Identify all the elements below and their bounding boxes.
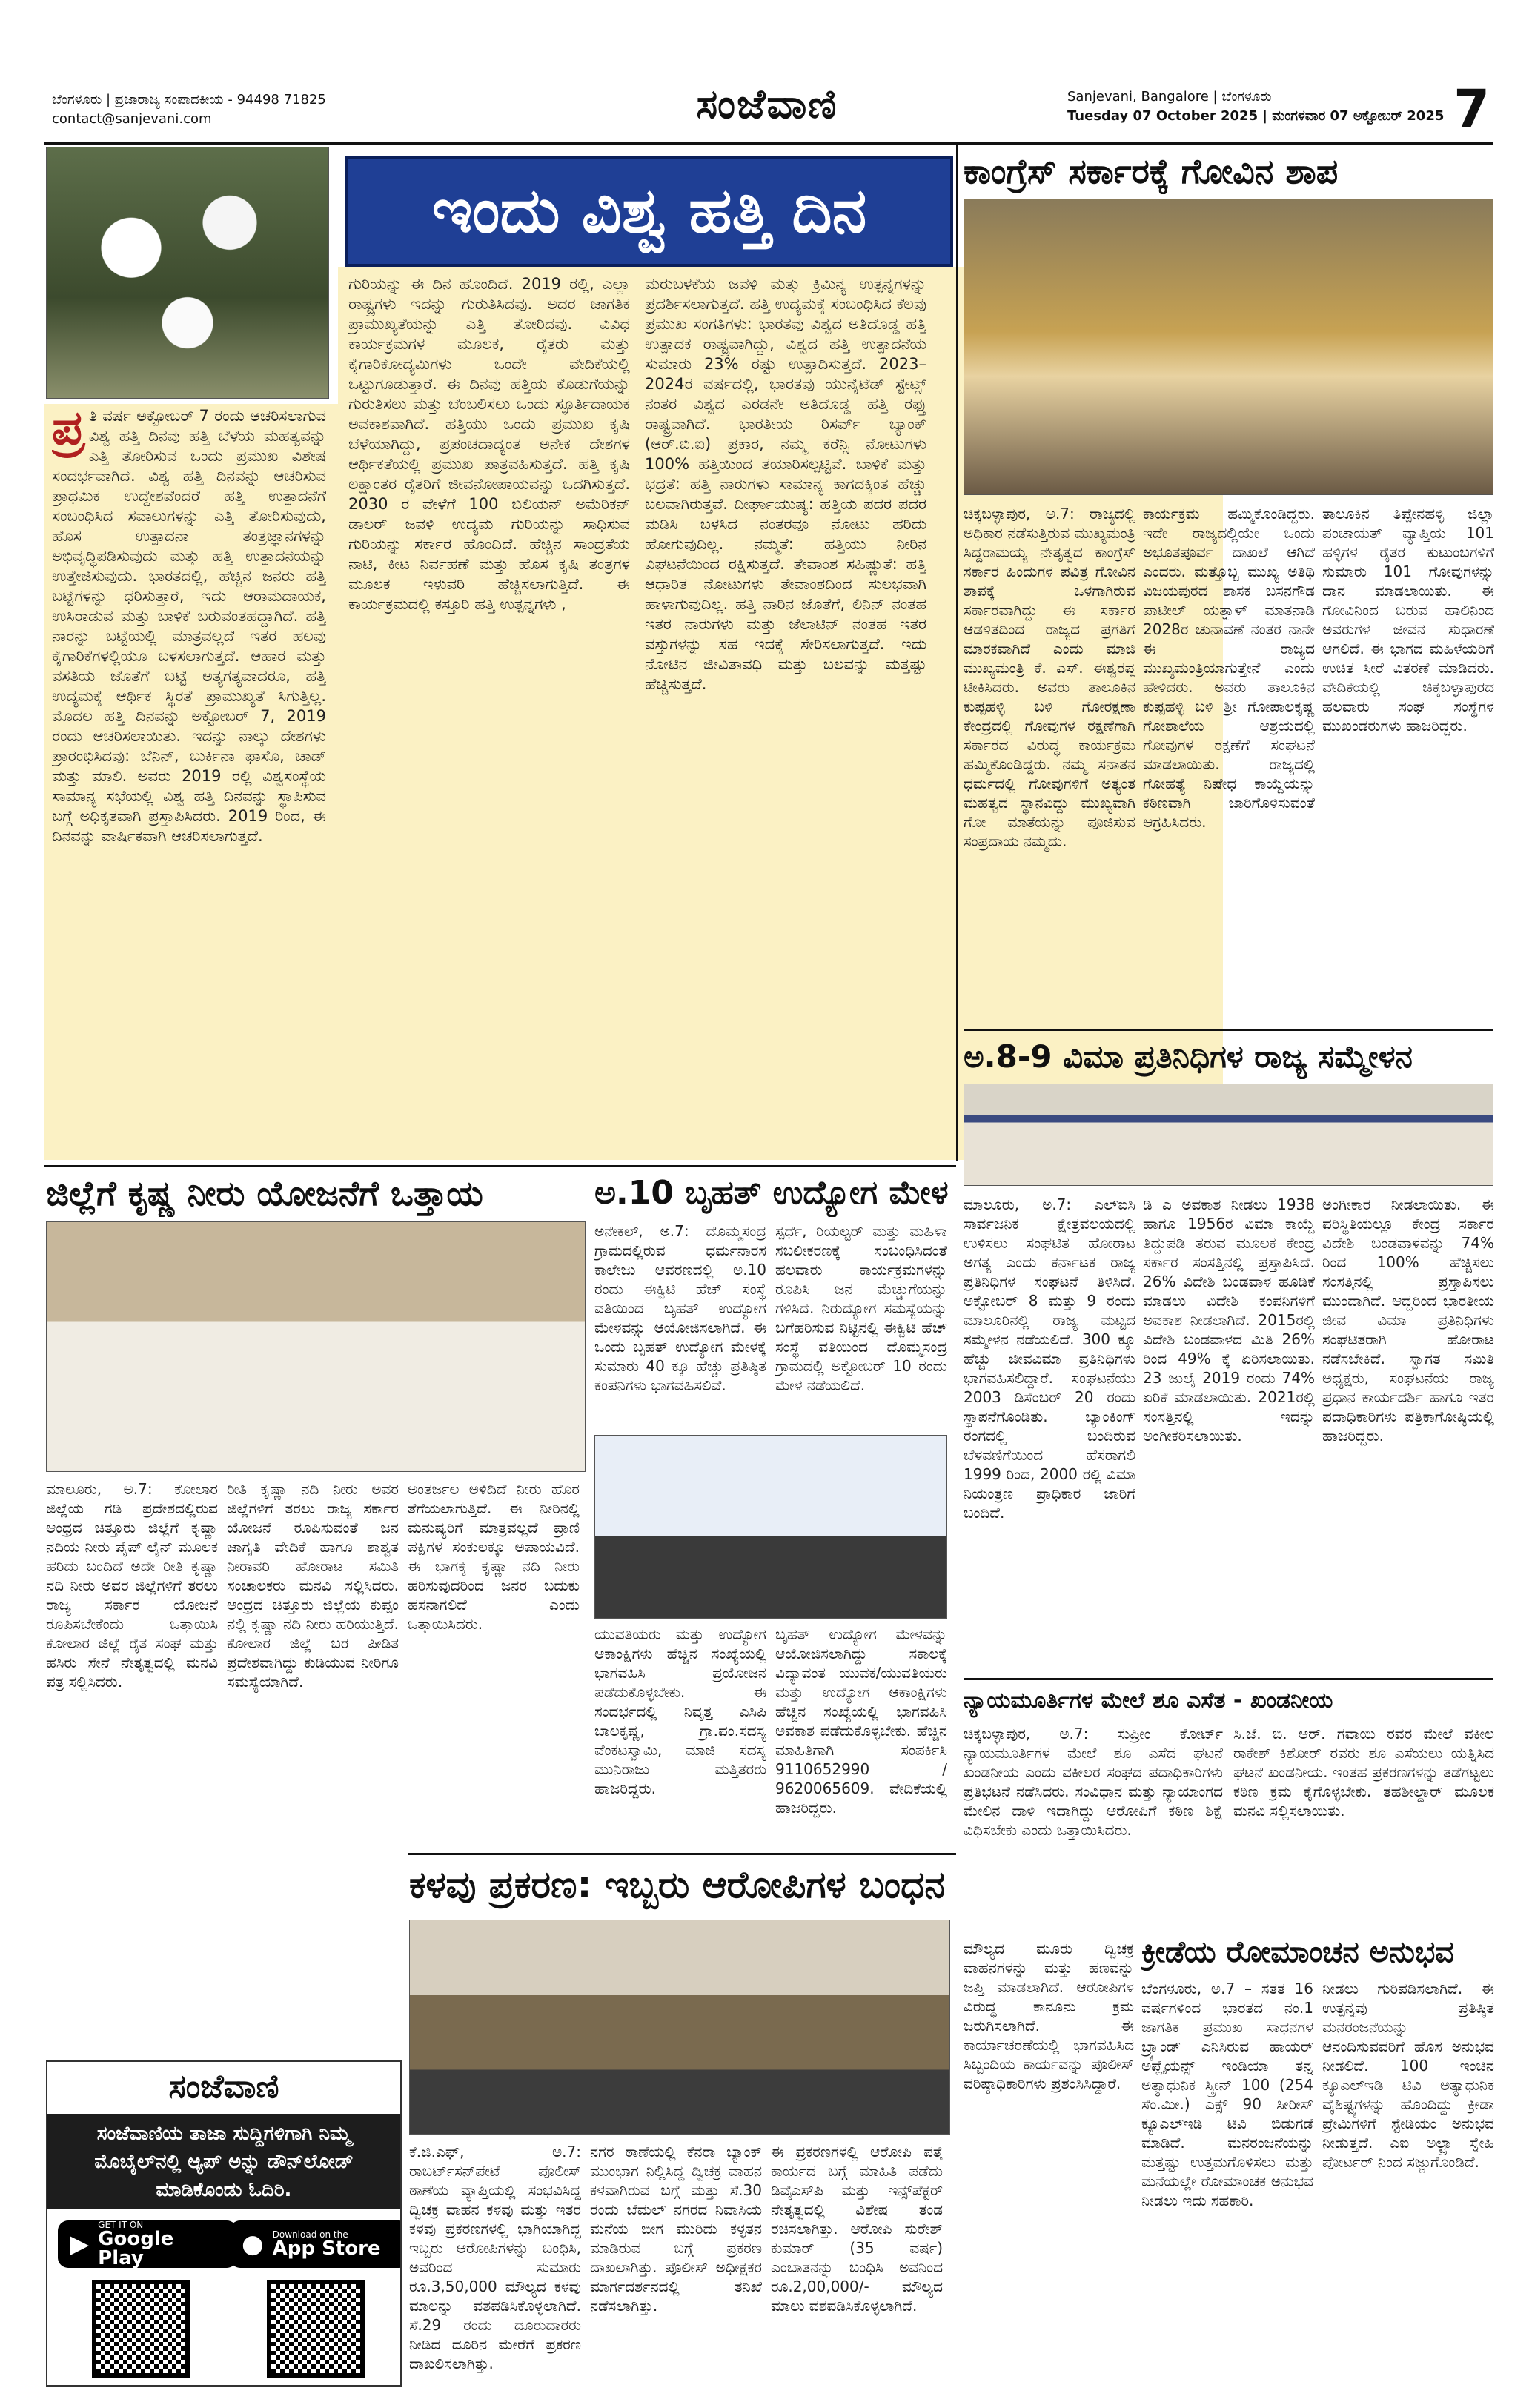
jobfair-text-4: ಬೃಹತ್ ಉದ್ಯೋಗ ಮೇಳವನ್ನು ಆಯೋಜಿಸಲಾಗಿದ್ದು ಸಕಾಲಕ್ಕೆ ವಿದ್ಯಾವಂತ ಯುವಕ/ಯುವತಿಯರು ಮತ್ತು ಉದ್ಯೋಗ ಆಕಾಂಕ್ಷಿಗಳು ಹೆಚ್ಚಿನ ಸಂಖ್ಯೆಯಲ್ಲಿ ಭಾಗವಹಿಸಿ ಅವಕಾಶ ಪಡೆದುಕೊಳ್ಳಬೇಕು. ಹೆಚ್ಚಿನ ಮಾಹಿತಿಗಾಗಿ ಸಂಪರ್ಕಿಸಿ 9110652990 / 9620065609. ವೇದಿಕೆಯಲ್ಲಿ ಹಾಜರಿದ್ದರು. [775,1625,947,1817]
masthead-right [1067,87,1453,139]
lic-text-2: ಡಿ ಎ ಅವಕಾಶ ನೀಡಲು 1938 ಹಾಗೂ 1956ರ ವಿಮಾ ಕಾಯ್ದೆ ತಿದ್ದುಪಡಿ ತರುವ ಮೂಲಕ ಕೇಂದ್ರ ಸರ್ಕಾರ ಸಂಸತ್ತಿನಲ್ಲಿ ಪ್ರಸ್ತಾಪಿಸಿದೆ. 26% ವಿದೇಶಿ ಬಂಡವಾಳ ಹೂಡಿಕೆ ಮಾಡಲು ವಿದೇಶಿ ಕಂಪನಿಗಳಿಗೆ ಅವಕಾಶ ನೀಡಲಾಗಿದೆ. 2015ರಲ್ಲಿ ವಿದೇಶಿ ಬಂಡವಾಳದ ಮಿತಿ 26% ರಿಂದ 49% ಕ್ಕೆ ಏರಿಸಲಾಯಿತು. 23 ಜುಲೈ 2019 ರಂದು 74% ಏರಿಕೆ ಮಾಡಲಾಯಿತು. 2021ರಲ್ಲಿ ಸಂಸತ್ತಿನಲ್ಲಿ ಇದನ್ನು ಅಂಗೀಕರಿಸಲಾಯಿತು. [1143,1195,1315,1445]
congress-column-3 [1322,504,1494,1023]
lic-headline: ಅ.8-9 ವಿಮಾ ಪ್ರತಿನಿಧಿಗಳ ರಾಜ್ಯ ಸಮ್ಮೇಳನ [964,1038,1413,1075]
congress-photo [964,199,1493,495]
google-play-label: Google Play [98,2228,174,2269]
play-store-icon: ▶ [70,2229,90,2259]
column-divider-right [956,145,958,1161]
cotton-text-1: ತಿ ವರ್ಷ ಅಕ್ಟೋಬರ್ 7 ರಂದು ಆಚರಿಸಲಾಗುವ ವಿಶ್ವ ಹತ್ತಿ ದಿನವು ಹತ್ತಿ ಬೆಳೆಯ ಮಹತ್ವವನ್ನು ಎತ್ತಿ ತೋರಿಸುವ ಒಂದು ಪ್ರಮುಖ ವಿಶೇಷ ಸಂದರ್ಭವಾಗಿದೆ. ವಿಶ್ವ ಹತ್ತಿ ದಿನವನ್ನು ಆಚರಿಸುವ ಪ್ರಾಥಮಿಕ ಉದ್ದೇಶವೆಂದರೆ ಹತ್ತಿ ಉತ್ಪಾದನೆಗೆ ಸಂಬಂಧಿಸಿದ ಸವಾಲುಗಳನ್ನು ಎತ್ತಿ ತೋರಿಸುವುದು, ಹೊಸ ಉತ್ಪಾದನಾ ತಂತ್ರಜ್ಞಾನಗಳನ್ನು ಅಭಿವೃದ್ಧಿಪಡಿಸುವುದು ಮತ್ತು ಹತ್ತಿ ಉತ್ಪಾದನೆಯನ್ನು ಉತ್ತೇಜಿಸುವುದು. ಭಾರತದಲ್ಲಿ, ಹೆಚ್ಚಿನ ಜನರು ಹತ್ತಿ ಬಟ್ಟೆಗಳನ್ನು ಧರಿಸುತ್ತಾರೆ, ಇದು ಆರಾಮದಾಯಕ, ಉಸಿರಾಡುವ ಮತ್ತು ಬಾಳಿಕೆ ಬರುವಂತಹದ್ದಾಗಿದೆ. ಹತ್ತಿ ನಾರನ್ನು ಬಟ್ಟೆಯಲ್ಲಿ ಮಾತ್ರವಲ್ಲದೆ ಇತರ ಹಲವು ಕೈಗಾರಿಕೆಗಳಲ್ಲಿಯೂ ಬಳಸಲಾಗುತ್ತದೆ. ಆಹಾರ ಮತ್ತು ವಸತಿಯ ಜೊತೆಗೆ ಬಟ್ಟೆ ಅತ್ಯಗತ್ಯವಾದರೂ, ಹತ್ತಿ ಉದ್ಯಮಕ್ಕೆ ಆರ್ಥಿಕ ಸ್ಥಿರತೆ ಪ್ರಾಮುಖ್ಯತೆ ಸಿಗುತ್ತಿಲ್ಲ. ಮೊದಲ ಹತ್ತಿ ದಿನವನ್ನು ಅಕ್ಟೋಬರ್ 7, 2019 ರಂದು ಆಚರಿಸಲಾಯಿತು. ಇದನ್ನು ನಾಲ್ಕು ದೇಶಗಳು ಪ್ರಾರಂಭಿಸಿದವು: ಬೆನಿನ್, ಬುರ್ಕಿನಾ ಫಾಸೊ, ಚಾಡ್ ಮತ್ತು ಮಾಲಿ. ಅವರು 2019 ರಲ್ಲಿ ವಿಶ್ವಸಂಸ್ಥೆಯ ಸಾಮಾನ್ಯ ಸಭೆಯಲ್ಲಿ ವಿಶ್ವ ಹತ್ತಿ ದಿನವನ್ನು ಸ್ಥಾಪಿಸುವ ಬಗ್ಗೆ ಅಧಿಕೃತವಾಗಿ ಪ್ರಸ್ತಾಪಿಸಿದರು. 2019 ರಿಂದ, ಈ ದಿನವನ್ನು ವಾರ್ಷಿಕವಾಗಿ ಆಚರಿಸಲಾಗುತ್ತದೆ. [52,407,326,845]
jobfair-column-3 [594,1625,766,1847]
page-number: 7 [1453,83,1490,139]
krishna-text-1: ಮಾಲೂರು, ಅ.7: ಕೋಲಾರ ಜಿಲ್ಲೆಯ ಗಡಿ ಪ್ರದೇಶದಲ್ಲಿರುವ ಆಂಧ್ರದ ಚಿತ್ತೂರು ಜಿಲ್ಲೆಗೆ ಕೃಷ್ಣಾ ನದಿಯ ನೀರು ಪೈಪ್ ಲೈನ್ ಮೂಲಕ ಹರಿದು ಬಂದಿದೆ ಅದೇ ರೀತಿ ಕೃಷ್ಣಾ ನದಿ ನೀರು ಅವರ ಜಿಲ್ಲೆಗಳಿಗೆ ತರಲು ರಾಜ್ಯ ಸರ್ಕಾರ ಯೋಜನೆ ರೂಪಿಸಬೇಕೆಂದು ಒತ್ತಾಯಿಸಿ ಕೋಲಾರ ಜಿಲ್ಲೆ ರೈತ ಸಂಘ ಮತ್ತು ಹಸಿರು ಸೇನೆ ನೇತೃತ್ವದಲ್ಲಿ ಮನವಿ ಪತ್ರ ಸಲ್ಲಿಸಿದರು. [46,1480,218,1691]
judge-headline: ನ್ಯಾಯಮೂರ್ತಿಗಳ ಮೇಲೆ ಶೂ ಎಸೆತ - ಖಂಡನೀಯ [964,1688,1333,1714]
lic-rule [964,1029,1493,1031]
judge-rule [964,1678,1493,1680]
apple-icon: ● [242,2229,264,2259]
krishna-column-1 [46,1479,218,2057]
congress-headline: ಕಾಂಗ್ರೆಸ್ ಸರ್ಕಾರಕ್ಕೆ ಗೋವಿನ ಶಾಪ [964,151,1339,191]
theft-column-2 [590,2142,762,2379]
theft-column-1 [409,2142,581,2379]
congress-text-1: ಚಿಕ್ಕಬಳ್ಳಾಪುರ, ಅ.7: ರಾಜ್ಯದಲ್ಲಿ ಅಧಿಕಾರ ನಡೆಸುತ್ತಿರುವ ಮುಖ್ಯಮಂತ್ರಿ ಸಿದ್ದರಾಮಯ್ಯ ನೇತೃತ್ವದ ಕಾಂಗ್ರೆಸ್ ಸರ್ಕಾರ ಹಿಂದುಗಳ ಪವಿತ್ರ ಗೋವಿನ ಶಾಪಕ್ಕೆ ಒಳಗಾಗಿರುವ ಸರ್ಕಾರವಾಗಿದ್ದು ಈ ಸರ್ಕಾರ ಆಡಳಿತದಿಂದ ರಾಜ್ಯದ ಪ್ರಗತಿಗೆ ಮಾರಕವಾಗಿದೆ ಎಂದು ಮಾಜಿ ಮುಖ್ಯಮಂತ್ರಿ ಕೆ. ಎಸ್. ಈಶ್ವರಪ್ಪ ಟೀಕಿಸಿದರು. ಅವರು ತಾಲೂಕಿನ ಕುಪ್ಪಹಳ್ಳಿ ಬಳಿ ಗೋರಕ್ಷಣಾ ಕೇಂದ್ರದಲ್ಲಿ ಗೋವುಗಳ ರಕ್ಷಣೆಗಾಗಿ ಸರ್ಕಾರದ ವಿರುದ್ಧ ಕಾರ್ಯಕ್ರಮ ಹಮ್ಮಿಕೊಂಡಿದ್ದರು. ನಮ್ಮ ಸನಾತನ ಧರ್ಮದಲ್ಲಿ ಗೋವುಗಳಿಗೆ ಅತ್ಯಂತ ಮಹತ್ವದ ಸ್ಥಾನವಿದ್ದು ಮುಖ್ಯವಾಗಿ ಗೋ ಮಾತೆಯನ್ನು ಪೂಜಿಸುವ ಸಂಪ್ರದಾಯ ನಮ್ಮದು. [964,505,1135,850]
theft-text-4: ಮೌಲ್ಯದ ಮೂರು ದ್ವಿಚಕ್ರ ವಾಹನಗಳನ್ನು ಮತ್ತು ಹಣವನ್ನು ಜಪ್ತಿ ಮಾಡಲಾಗಿದೆ. ಆರೋಪಿಗಳ ವಿರುದ್ಧ ಕಾನೂನು ಕ್ರಮ ಜರುಗಿಸಲಾಗಿದೆ. ಈ ಕಾರ್ಯಾಚರಣೆಯಲ್ಲಿ ಭಾಗವಹಿಸಿದ ಸಿಬ್ಬಂದಿಯ ಕಾರ್ಯವನ್ನು ಪೊಲೀಸ್ ವರಿಷ್ಠಾಧಿಕಾರಿಗಳು ಪ್ರಶಂಸಿಸಿದ್ದಾರೆ. [964,1940,1134,2092]
theft-column-3 [771,2142,943,2379]
google-play-small: GET IT ON [98,2220,144,2230]
lic-text-1: ಮಾಲೂರು, ಅ.7: ಎಲ್‌ಐಸಿ ಸಾರ್ವಜನಿಕ ಕ್ಷೇತ್ರವಲಯದಲ್ಲಿ ಉಳಿಸಲು ಸಂಘಟಿತ ಹೋರಾಟ ಅಗತ್ಯ ಎಂದು ಕರ್ನಾಟಕ ರಾಜ್ಯ ಪ್ರತಿನಿಧಿಗಳ ಸಂಘಟನೆ ತಿಳಿಸಿದೆ. ಅಕ್ಟೋಬರ್ 8 ಮತ್ತು 9 ರಂದು ಮಾಲೂರಿನಲ್ಲಿ ರಾಜ್ಯ ಮಟ್ಟದ ಸಮ್ಮೇಳನ ನಡೆಯಲಿದೆ. 300 ಕ್ಕೂ ಹೆಚ್ಚು ಜೀವವಿಮಾ ಪ್ರತಿನಿಧಿಗಳು ಭಾಗವಹಿಸಲಿದ್ದಾರೆ. ಸಂಘಟನೆಯು 2003 ಡಿಸೆಂಬರ್ 20 ರಂದು ಸ್ಥಾಪನೆಗೊಂಡಿತು. ಬ್ಯಾಂಕಿಂಗ್ ರಂಗದಲ್ಲಿ ಬಂದಿರುವ ಬೆಳವಣಿಗೆಯಿಂದ ಹೆಸರಾಗಲಿ 1999 ರಿಂದ, 2000 ರಲ್ಲಿ ವಿಮಾ ನಿಯಂತ್ರಣ ಪ್ರಾಧಿಕಾರ ಜಾರಿಗೆ ಬಂದಿದೆ. [964,1195,1135,1522]
masthead-logo: ಸಂಜೆವಾಣಿ [696,80,838,127]
masthead-city: ಬೆಂಗಳೂರು [52,92,102,107]
krishna-text-2: ರೀತಿ ಕೃಷ್ಣಾ ನದಿ ನೀರು ಅವರ ಜಿಲ್ಲೆಗಳಿಗೆ ತರಲು ರಾಜ್ಯ ಸರ್ಕಾರ ಯೋಜನೆ ರೂಪಿಸುವಂತೆ ಜನ ಜಾಗೃತಿ ವೇದಿಕೆ ಹಾಗೂ ಶಾಶ್ವತ ನೀರಾವರಿ ಹೋರಾಟ ಸಮಿತಿ ಸಂಚಾಲಕರು ಮನವಿ ಸಲ್ಲಿಸಿದರು. ಆಂಧ್ರದ ಚಿತ್ತೂರು ಜಿಲ್ಲೆಯ ಕುಪ್ಪಂ ನಲ್ಲಿ ಕೃಷ್ಣಾ ನದಿ ನೀರು ಹರಿಯುತ್ತಿದೆ. ಕೋಲಾರ ಜಿಲ್ಲೆ ಬರ ಪೀಡಿತ ಪ್ರದೇಶವಾಗಿದ್ದು ಕುಡಿಯುವ ನೀರಿಗೂ ಸಮಸ್ಯೆಯಾಗಿದೆ. [227,1480,399,1691]
jobfair-column-4 [775,1625,947,1847]
jobfair-headline: ಅ.10 ಬೃಹತ್ ಉದ್ಯೋಗ ಮೇಳ [594,1174,949,1212]
app-ad-logo: ಸಂಜೆವಾಣಿ [168,2068,279,2106]
theft-photo [409,1920,950,2135]
krishna-text-3: ಅಂತರ್ಜಲ ಅಳಿದಿದೆ ನೀರು ಹೊರ ತೆಗೆಯಲಾಗುತ್ತಿದೆ. ಈ ನೀರಿನಲ್ಲಿ ಮನುಷ್ಯರಿಗೆ ಮಾತ್ರವಲ್ಲದೆ ಪ್ರಾಣಿ ಪಕ್ಷಿಗಳ ಸಂಕುಲಕ್ಕೂ ಅಪಾಯವಿದೆ. ಈ ಭಾಗಕ್ಕೆ ಕೃಷ್ಣಾ ನದಿ ನೀರು ಹರಿಸುವುದರಿಂದ ಜನರ ಬದುಕು ಹಸನಾಗಲಿದೆ ಎಂದು ಒತ್ತಾಯಿಸಿದರು. [408,1480,580,1633]
jobfair-photo [594,1435,947,1619]
lic-text-3: ಅಂಗೀಕಾರ ನೀಡಲಾಯಿತು. ಈ ಪರಿಸ್ಥಿತಿಯಲ್ಲೂ ಕೇಂದ್ರ ಸರ್ಕಾರ ವಿದೇಶಿ ಬಂಡವಾಳವನ್ನು 74% ರಿಂದ 100% ಹೆಚ್ಚಿಸಲು ಸಂಸತ್ತಿನಲ್ಲಿ ಪ್ರಸ್ತಾಪಿಸಲು ಮುಂದಾಗಿದೆ. ಆದ್ದರಿಂದ ಭಾರತೀಯ ಜೀವ ವಿಮಾ ಪ್ರತಿನಿಧಿಗಳು ಸಂಘಟಿತರಾಗಿ ಹೋರಾಟ ನಡೆಸಬೇಕಿದೆ. ಸ್ವಾಗತ ಸಮಿತಿ ಅಧ್ಯಕ್ಷರು, ಸಂಘಟನೆಯ ರಾಜ್ಯ ಪ್ರಧಾನ ಕಾರ್ಯದರ್ಶಿ ಹಾಗೂ ಇತರ ಪದಾಧಿಕಾರಿಗಳು ಪತ್ರಿಕಾಗೋಷ್ಠಿಯಲ್ಲಿ ಹಾಜರಿದ್ದರು. [1322,1195,1494,1445]
theft-column-4 [964,1939,1134,2379]
masthead-date: Tuesday 07 October 2025 | ಮಂಗಳವಾರ 07 ಅಕ್ಟೋಬರ್ 2025 [1067,108,1445,124]
sports-text-2: ನೀಡಲು ಗುರಿಪಡಿಸಲಾಗಿದೆ. ಈ ಉತ್ಪನ್ನವು ಪ್ರತಿಷ್ಠಿತ ಮನರಂಜನೆಯನ್ನು ಆನಂದಿಸುವವರಿಗೆ ಹೊಸ ಅನುಭವ ನೀಡಲಿದೆ. 100 ಇಂಚಿನ ಕ್ಯೂಎಲ್‌ಇಡಿ ಟಿವಿ ಅತ್ಯಾಧುನಿಕ ವೈಶಿಷ್ಟ್ಯಗಳನ್ನು ಹೊಂದಿದ್ದು ಕ್ರೀಡಾ ಪ್ರೇಮಿಗಳಿಗೆ ಸ್ಟೇಡಿಯಂ ಅನುಭವ ನೀಡುತ್ತದೆ. ಎಐ ಅಲ್ಟ್ರಾ ಸ್ನೇಹಿ ಪೋರ್ಟರ್ ನಿಂದ ಸಜ್ಜುಗೊಂಡಿದೆ. [1322,1980,1494,2171]
masthead-edition: Sanjevani, Bangalore | ಬೆಂಗಳೂರು [1067,89,1272,105]
masthead-tagline: ಪ್ರಜಾರಾಜ್ಯ ಸಂಪಾದಕೀಯ - 94498 71825 [114,92,326,107]
google-play-button[interactable] [58,2220,237,2268]
judge-text-2: ಸಿ.ಜೆ. ಬಿ. ಆರ್. ಗವಾಯಿ ರವರ ಮೇಲೆ ವಕೀಲ ರಾಕೇಶ್ ಕಿಶೋರ್ ರವರು ಶೂ ಎಸೆಯಲು ಯತ್ನಿಸಿದ ಘಟನೆ ಖಂಡನೀಯ. ಇಂತಹ ಪ್ರಕರಣಗಳನ್ನು ತಡೆಗಟ್ಟಲು ಕಠಿಣ ಕ್ರಮ ಕೈಗೊಳ್ಳಬೇಕು. ತಹಶೀಲ್ದಾರ್ ಮೂಲಕ ಮನವಿ ಸಲ್ಲಿಸಲಾಯಿತು. [1233,1725,1494,1820]
judge-column-1 [964,1724,1223,1924]
cotton-headline: ಇಂದು ವಿಶ್ವ ಹತ್ತಿ ದಿನ [345,156,953,267]
masthead-left: ಬೆಂಗಳೂರು | ಪ್ರಜಾರಾಜ್ಯ ಸಂಪಾದಕೀಯ - 94498 71825 contact@sanjevani.com [52,90,437,135]
judge-text-1: ಚಿಕ್ಕಬಳ್ಳಾಪುರ, ಅ.7: ಸುಪ್ರೀಂ ಕೋರ್ಟ್ ನ್ಯಾಯಮೂರ್ತಿಗಳ ಮೇಲೆ ಶೂ ಎಸೆದ ಘಟನೆ ಖಂಡನೀಯ ಎಂದು ವಕೀಲರ ಸಂಘದ ಪದಾಧಿಕಾರಿಗಳು ಪ್ರತಿಭಟನೆ ನಡೆಸಿದರು. ಸಂವಿಧಾನ ಮತ್ತು ನ್ಯಾಯಾಂಗದ ಮೇಲಿನ ದಾಳಿ ಇದಾಗಿದ್ದು ಆರೋಪಿಗೆ ಕಠಿಣ ಶಿಕ್ಷೆ ವಿಧಿಸಬೇಕು ಎಂದು ಒತ್ತಾಯಿಸಿದರು. [964,1725,1223,1839]
lic-photo [964,1084,1493,1186]
jobfair-column-2 [775,1221,947,1429]
google-play-qr-code[interactable] [92,2280,190,2378]
theft-rule [408,1853,956,1855]
app-ad-text: ಸಂಜೆವಾಣಿಯ ತಾಜಾ ಸುದ್ದಿಗಳಿಗಾಗಿ ನಿಮ್ಮ ಮೊಬೈಲ್‌ನಲ್ಲಿ ಆ್ಯಪ್ ಅನ್ನು ಡೌನ್‌ಲೋಡ್ ಮಾಡಿಕೊಂಡು ಓದಿರಿ. [47,2114,400,2209]
app-ad [46,2060,402,2387]
krishna-photo [46,1221,586,1472]
congress-text-2: ಕಾರ್ಯಕ್ರಮ ಹಮ್ಮಿಕೊಂಡಿದ್ದರು. ಇದೇ ರಾಜ್ಯದಲ್ಲಿಯೇ ಒಂದು ಅಭೂತಪೂರ್ವ ದಾಖಲೆ ಆಗಿದೆ ಎಂದರು. ಮತ್ತೊಬ್ಬ ಮುಖ್ಯ ಅತಿಥಿ ವಿಜಯಪುರದ ಶಾಸಕ ಬಸನಗೌಡ ಪಾಟೀಲ್ ಯತ್ನಾಳ್ ಮಾತನಾಡಿ 2028ರ ಚುನಾವಣೆ ನಂತರ ನಾನೇ ಈ ರಾಜ್ಯದ ಮುಖ್ಯಮಂತ್ರಿಯಾಗುತ್ತೇನೆ ಎಂದು ಹೇಳಿದರು. ಅವರು ತಾಲೂಕಿನ ಕುಪ್ಪಹಳ್ಳಿ ಬಳಿ ಶ್ರೀ ಗೋಪಾಲಕೃಷ್ಣ ಗೋಶಾಲೆಯ ಆಶ್ರಯದಲ್ಲಿ ಗೋವುಗಳ ರಕ್ಷಣೆಗೆ ಸಂಘಟನೆ ಮಾಡಲಾಯಿತು. ರಾಜ್ಯದಲ್ಲಿ ಗೋಹತ್ಯೆ ನಿಷೇಧ ಕಾಯ್ದೆಯನ್ನು ಕಠಿಣವಾಗಿ ಜಾರಿಗೊಳಿಸುವಂತೆ ಆಗ್ರಹಿಸಿದರು. [1143,505,1315,831]
theft-headline: ಕಳವು ಪ್ರಕರಣ: ಇಬ್ಬರು ಆರೋಪಿಗಳ ಬಂಧನ [409,1863,946,1906]
theft-text-3: ಈ ಪ್ರಕರಣಗಳಲ್ಲಿ ಆರೋಪಿ ಪತ್ತೆ ಕಾರ್ಯದ ಬಗ್ಗೆ ಮಾಹಿತಿ ಪಡೆದು ಡಿವೈಎಸ್‌ಪಿ ಮತ್ತು ಇನ್ಸ್‌ಪೆಕ್ಟರ್ ನೇತೃತ್ವದಲ್ಲಿ ವಿಶೇಷ ತಂಡ ರಚಿಸಲಾಗಿತ್ತು. ಆರೋಪಿ ಸುರೇಶ್ ಕುಮಾರ್ (35 ವರ್ಷ) ಎಂಬಾತನನ್ನು ಬಂಧಿಸಿ ಅವನಿಂದ ರೂ.2,00,000/- ಮೌಲ್ಯದ ಮಾಲು ವಶಪಡಿಸಿಕೊಳ್ಳಲಾಗಿದೆ. [771,2143,943,2315]
app-store-small: Download on the [272,2229,348,2240]
theft-text-1: ಕೆ.ಜಿ.ಎಫ್, ಅ.7: ರಾಬರ್ಟ್‌ಸನ್‌ಪೇಟೆ ಪೊಲೀಸ್ ಠಾಣೆಯ ವ್ಯಾಪ್ತಿಯಲ್ಲಿ ಸಂಭವಿಸಿದ್ದ ದ್ವಿಚಕ್ರ ವಾಹನ ಕಳವು ಮತ್ತು ಇತರ ಕಳವು ಪ್ರಕರಣಗಳಲ್ಲಿ ಭಾಗಿಯಾಗಿದ್ದ ಇಬ್ಬರು ಆರೋಪಿಗಳನ್ನು ಬಂಧಿಸಿ, ಅವರಿಂದ ಸುಮಾರು ರೂ.3,50,000 ಮೌಲ್ಯದ ಕಳವು ಮಾಲನ್ನು ವಶಪಡಿಸಿಕೊಳ್ಳಲಾಗಿದೆ. ಸೆ.29 ರಂದು ದೂರುದಾರರು ನೀಡಿದ ದೂರಿನ ಮೇರೆಗೆ ಪ್ರಕರಣ ದಾಖಲಿಸಲಾಗಿತ್ತು. [409,2143,581,2372]
cotton-column-3 [645,274,926,1156]
jobfair-text-3: ಯುವತಿಯರು ಮತ್ತು ಉದ್ಯೋಗ ಆಕಾಂಕ್ಷಿಗಳು ಹೆಚ್ಚಿನ ಸಂಖ್ಯೆಯಲ್ಲಿ ಭಾಗವಹಿಸಿ ಪ್ರಯೋಜನ ಪಡೆದುಕೊಳ್ಳಬೇಕು. ಈ ಸಂದರ್ಭದಲ್ಲಿ ನಿವೃತ್ತ ಎಸಿಪಿ ಬಾಲಕೃಷ್ಣ, ಗ್ರಾ.ಪಂ.ಸದಸ್ಯ ವೆಂಕಟಸ್ವಾಮಿ, ಮಾಜಿ ಸದಸ್ಯ ಮುನಿರಾಜು ಮತ್ತಿತರರು ಹಾಜರಿದ್ದರು. [594,1625,766,1797]
sports-column-1 [1141,1979,1313,2379]
cotton-column-2 [348,274,630,1156]
masthead-email[interactable]: contact@sanjevani.com [52,111,212,127]
krishna-column-3 [408,1479,580,1850]
cotton-text-2: ಗುರಿಯನ್ನು ಈ ದಿನ ಹೊಂದಿದೆ. 2019 ರಲ್ಲಿ, ಎಲ್ಲಾ ರಾಷ್ಟ್ರಗಳು ಇದನ್ನು ಗುರುತಿಸಿದವು. ಅದರ ಜಾಗತಿಕ ಪ್ರಾಮುಖ್ಯತೆಯನ್ನು ಎತ್ತಿ ತೋರಿದವು. ವಿವಿಧ ಕಾರ್ಯಕ್ರಮಗಳ ಮೂಲಕ, ರೈತರು ಮತ್ತು ಕೈಗಾರಿಕೋದ್ಯಮಿಗಳು ಒಂದೇ ವೇದಿಕೆಯಲ್ಲಿ ಒಟ್ಟುಗೂಡುತ್ತಾರೆ. ಈ ದಿನವು ಹತ್ತಿಯ ಕೊಡುಗೆಯನ್ನು ಗುರುತಿಸಲು ಮತ್ತು ಬೆಂಬಲಿಸಲು ಒಂದು ಸ್ಫೂರ್ತಿದಾಯಕ ಅವಕಾಶವಾಗಿದೆ. ಹತ್ತಿಯು ಒಂದು ಪ್ರಮುಖ ಕೃಷಿ ಬೆಳೆಯಾಗಿದ್ದು, ಪ್ರಪಂಚದಾದ್ಯಂತ ಅನೇಕ ದೇಶಗಳ ಆರ್ಥಿಕತೆಯಲ್ಲಿ ಪ್ರಮುಖ ಪಾತ್ರವಹಿಸುತ್ತದೆ. ಹತ್ತಿ ಕೃಷಿ ಲಕ್ಷಾಂತರ ರೈತರಿಗೆ ಜೀವನೋಪಾಯವನ್ನು ಒದಗಿಸುತ್ತದೆ. 2030 ರ ವೇಳೆಗೆ 100 ಬಿಲಿಯನ್ ಅಮೆರಿಕನ್ ಡಾಲರ್ ಜವಳಿ ಉದ್ಯಮ ಗುರಿಯನ್ನು ಸಾಧಿಸುವ ಗುರಿಯನ್ನು ಸರ್ಕಾರ ಹೊಂದಿದೆ. ಹೆಚ್ಚಿನ ಸಾಂದ್ರತೆಯ ನಾಟಿ, ಕೀಟ ನಿರ್ವಹಣೆ ಮತ್ತು ಹೊಸ ಕೃಷಿ ತಂತ್ರಗಳ ಮೂಲಕ ಇಳುವರಿ ಹೆಚ್ಚಿಸಲಾಗುತ್ತಿದೆ. ಈ ಕಾರ್ಯಕ್ರಮದಲ್ಲಿ ಕಸ್ತೂರಿ ಹತ್ತಿ ಉತ್ಪನ್ನಗಳು , [348,275,630,613]
masthead-rule [44,142,1493,145]
cotton-text-3: ಮರುಬಳಕೆಯ ಜವಳಿ ಮತ್ತು ಕ್ರಿಮಿನ್ಯ ಉತ್ಪನ್ನಗಳನ್ನು ಪ್ರದರ್ಶಿಸಲಾಗುತ್ತದೆ. ಹತ್ತಿ ಉದ್ಯಮಕ್ಕೆ ಸಂಬಂಧಿಸಿದ ಕೆಲವು ಪ್ರಮುಖ ಸಂಗತಿಗಳು: ಭಾರತವು ವಿಶ್ವದ ಅತಿದೊಡ್ಡ ಹತ್ತಿ ಉತ್ಪಾದಕ ರಾಷ್ಟ್ರವಾಗಿದ್ದು, ವಿಶ್ವದ ಹತ್ತಿ ಉತ್ಪಾದನೆಯ ಸುಮಾರು 23% ರಷ್ಟು ಉತ್ಪಾದಿಸುತ್ತದೆ. 2023–2024ರ ವರ್ಷದಲ್ಲಿ, ಭಾರತವು ಯುನೈಟೆಡ್ ಸ್ಟೇಟ್ಸ್ ನಂತರ ವಿಶ್ವದ ಎರಡನೇ ಅತಿದೊಡ್ಡ ಹತ್ತಿ ರಫ್ತು ರಾಷ್ಟ್ರವಾಗಿದೆ. ಭಾರತೀಯ ರಿಸರ್ವ್ ಬ್ಯಾಂಕ್ (ಆರ್.ಬಿ.ಐ) ಪ್ರಕಾರ, ನಮ್ಮ ಕರೆನ್ಸಿ ನೋಟುಗಳು 100% ಹತ್ತಿಯಿಂದ ತಯಾರಿಸಲ್ಪಟ್ಟಿವೆ. ಬಾಳಿಕೆ ಮತ್ತು ಭದ್ರತೆ: ಹತ್ತಿ ನಾರುಗಳು ಸಾಮಾನ್ಯ ಕಾಗದಕ್ಕಿಂತ ಹೆಚ್ಚು ಬಲವಾಗಿರುತ್ತವೆ. ದೀರ್ಘಾಯುಷ್ಯ: ಹತ್ತಿಯ ಪದರ ಪದರ ಮಡಿಸಿ ಬಳಸಿದ ನಂತರವೂ ನೋಟು ಹರಿದು ಹೋಗುವುದಿಲ್ಲ. ನಮ್ಮತೆ: ಹತ್ತಿಯು ನೀರಿನ ವಿಘಟನೆಯಿಂದ ರಕ್ಷಿಸುತ್ತದೆ. ತೇವಾಂಶ ಸಹಿಷ್ಣುತೆ: ಹತ್ತಿ ಆಧಾರಿತ ನೋಟುಗಳು ತೇವಾಂಶದಿಂದ ಸುಲಭವಾಗಿ ಹಾಳಾಗುವುದಿಲ್ಲ. ಹತ್ತಿ ನಾರಿನ ಜೊತೆಗೆ, ಲಿನಿನ್ ನಂತಹ ಇತರ ನಾರುಗಳು ಮತ್ತು ಜೆಲಾಟಿನ್ ನಂತಹ ಇತರ ವಸ್ತುಗಳನ್ನು ಸಹ ಇದಕ್ಕೆ ಸೇರಿಸಲಾಗುತ್ತದೆ. ಇದು ನೋಟಿನ ಜೀವಿತಾವಧಿ ಮತ್ತು ಬಲವನ್ನು ಮತ್ತಷ್ಟು ಹೆಚ್ಚಿಸುತ್ತದೆ. [645,275,926,693]
theft-text-2: ನಗರ ಠಾಣೆಯಲ್ಲಿ ಕೆನರಾ ಬ್ಯಾಂಕ್ ಮುಂಭಾಗ ನಿಲ್ಲಿಸಿದ್ದ ದ್ವಿಚಕ್ರ ವಾಹನ ಕಳವಾಗಿರುವ ಬಗ್ಗೆ ಮತ್ತು ಸೆ.30 ರಂದು ಬೆಮಲ್ ನಗರದ ನಿವಾಸಿಯ ಮನೆಯ ಬೀಗ ಮುರಿದು ಕಳ್ಳತನ ಮಾಡಿರುವ ಬಗ್ಗೆ ಪ್ರಕರಣ ದಾಖಲಾಗಿತ್ತು. ಪೊಲೀಸ್ ಅಧೀಕ್ಷಕರ ಮಾರ್ಗದರ್ಶನದಲ್ಲಿ ತನಿಖೆ ನಡೆಸಲಾಗಿತ್ತು. [590,2143,762,2315]
krishna-column-2 [227,1479,399,2057]
app-store-qr-code[interactable] [267,2280,365,2378]
judge-column-2 [1233,1724,1494,1924]
app-store-button[interactable] [230,2220,402,2268]
sports-column-2 [1322,1979,1494,2379]
cotton-column-1 [52,406,326,1155]
congress-column-1 [964,504,1135,1023]
cotton-photo [46,147,329,399]
congress-text-3: ತಾಲೂಕಿನ ತಿಪ್ಪೇನಹಳ್ಳಿ ಜಿಲ್ಲಾ ಪಂಚಾಯತ್ ವ್ಯಾಪ್ತಿಯ 101 ಹಳ್ಳಿಗಳ ರೈತರ ಕುಟುಂಬಗಳಿಗೆ ಸುಮಾರು 101 ಗೋವುಗಳನ್ನು ದಾನ ಮಾಡಲಾಯಿತು. ಈ ಗೋವಿನಿಂದ ಬರುವ ಹಾಲಿನಿಂದ ಅವರುಗಳ ಜೀವನ ಸುಧಾರಣೆ ಆಗಲಿದೆ. ಈ ಭಾಗದ ಮಹಿಳೆಯರಿಗೆ ಉಚಿತ ಸೀರೆ ವಿತರಣೆ ಮಾಡಿದರು. ವೇದಿಕೆಯಲ್ಲಿ ಚಿಕ್ಕಬಳ್ಳಾಪುರದ ಹಲವಾರು ಸಂಘ ಸಂಸ್ಥೆಗಳ ಮುಖಂಡರುಗಳು ಹಾಜರಿದ್ದರು. [1322,505,1494,734]
app-store-label: App Store [272,2238,381,2260]
jobfair-text-1: ಅನೇಕಲ್, ಅ.7: ದೊಮ್ಮಸಂದ್ರ ಗ್ರಾಮದಲ್ಲಿರುವ ಧರ್ಮನಾರಸ ಕಾಲೇಜು ಆವರಣದಲ್ಲಿ ಅ.10 ರಂದು ಈಕ್ವಿಟಿ ಹೆಚ್ ಸಂಸ್ಥೆ ವತಿಯಿಂದ ಬೃಹತ್ ಉದ್ಯೋಗ ಮೇಳವನ್ನು ಆಯೋಜಿಸಲಾಗಿದೆ. ಈ ಒಂದು ಬೃಹತ್ ಉದ್ಯೋಗ ಮೇಳಕ್ಕೆ ಸುಮಾರು 40 ಕ್ಕೂ ಹೆಚ್ಚು ಪ್ರತಿಷ್ಠಿತ ಕಂಪನಿಗಳು ಭಾಗವಹಿಸಲಿವೆ. [594,1222,766,1394]
jobfair-column-1 [594,1221,766,1429]
jobfair-text-2: ಸ್ಪರ್ಧೆ, ರಿಯಲ್ಟರ್ ಮತ್ತು ಮಹಿಳಾ ಸಬಲೀಕರಣಕ್ಕೆ ಸಂಬಂಧಿಸಿದಂತೆ ಹಲವಾರು ಕಾರ್ಯಕ್ರಮಗಳನ್ನು ರೂಪಿಸಿ ಜನ ಮೆಚ್ಚುಗೆಯನ್ನು ಗಳಿಸಿದೆ. ನಿರುದ್ಯೋಗ ಸಮಸ್ಯೆಯನ್ನು ಬಗೆಹರಿಸುವ ನಿಟ್ಟಿನಲ್ಲಿ ಈಕ್ವಿಟಿ ಹೆಚ್ ಸಂಸ್ಥೆ ವತಿಯಿಂದ ದೊಮ್ಮಸಂದ್ರ ಗ್ರಾಮದಲ್ಲಿ ಅಕ್ಟೋಬರ್ 10 ರಂದು ಮೇಳ ನಡೆಯಲಿದೆ. [775,1222,947,1394]
cotton-drop-cap: ಪ್ರ [52,406,84,456]
krishna-headline: ಜಿಲ್ಲೆಗೆ ಕೃಷ್ಣ ನೀರು ಯೋಜನೆಗೆ ಒತ್ತಾಯ [46,1173,483,1213]
sports-text-1: ಬೆಂಗಳೂರು, ಅ.7 – ಸತತ 16 ವರ್ಷಗಳಿಂದ ಭಾರತದ ನಂ.1 ಜಾಗತಿಕ ಪ್ರಮುಖ ಸಾಧನಗಳ ಬ್ರ್ಯಾಂಡ್ ಎನಿಸಿರುವ ಹಾಯರ್ ಅಪ್ಲೈಯನ್ಸ್ ಇಂಡಿಯಾ ತನ್ನ ಅತ್ಯಾಧುನಿಕ ಸ್ಕ್ರೀನ್ 100 (254 ಸೆಂ.ಮೀ.) ಎಕ್ಸ್ 90 ಸೀರೀಸ್ ಕ್ಯೂಎಲ್‌ಇಡಿ ಟಿವಿ ಬಿಡುಗಡೆ ಮಾಡಿದೆ. ಮನರಂಜನೆಯನ್ನು ಮತ್ತಷ್ಟು ಉತ್ತಮಗೊಳಿಸಲು ಮತ್ತು ಮನೆಯಲ್ಲೇ ರೋಮಾಂಚಕ ಅನುಭವ ನೀಡಲು ಇದು ಸಹಕಾರಿ. [1141,1980,1313,2209]
mid-rule [44,1165,956,1167]
sports-headline: ಕ್ರೀಡೆಯ ರೋಮಾಂಚನ ಅನುಭವ [1141,1935,1454,1969]
congress-column-2 [1143,504,1315,1023]
